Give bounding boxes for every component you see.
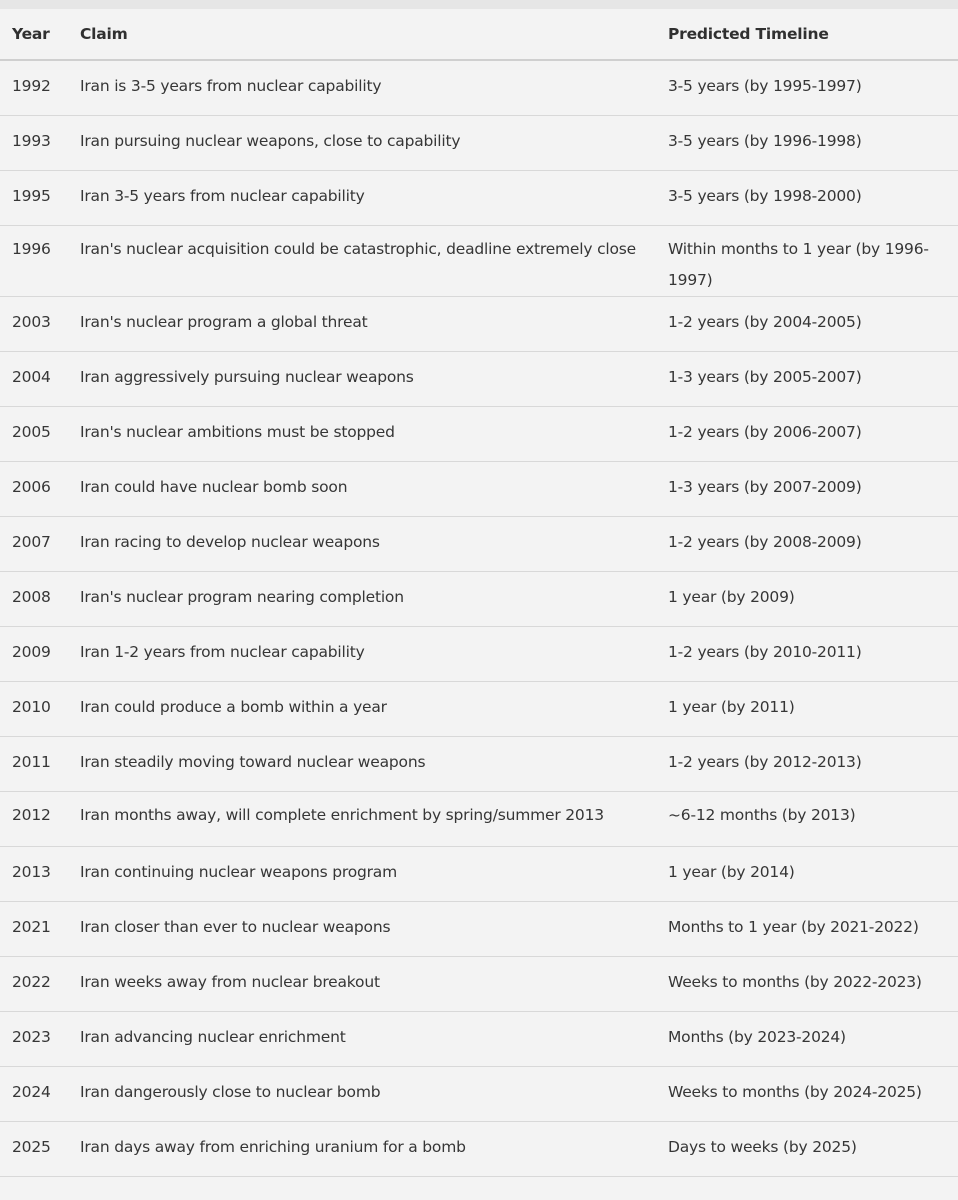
cell-year-text: 2006 <box>12 478 51 496</box>
cell-timeline <box>658 407 958 462</box>
cell-claim <box>68 1067 658 1122</box>
cell-claim <box>68 407 658 462</box>
cell-year-text: 1992 <box>12 77 51 95</box>
cell-claim-text: Iran days away from enriching uranium for a bomb <box>80 1138 466 1156</box>
table-row <box>0 297 958 352</box>
cell-claim-text: Iran is 3-5 years from nuclear capability <box>80 77 382 95</box>
cell-claim <box>68 226 658 297</box>
cell-timeline-text: 1-2 years (by 2010-2011) <box>668 643 862 661</box>
cell-timeline <box>658 352 958 407</box>
cell-timeline <box>658 572 958 627</box>
table-row <box>0 737 958 792</box>
cell-year-text: 2004 <box>12 368 51 386</box>
table-row <box>0 572 958 627</box>
top-strip <box>0 0 958 9</box>
cell-timeline <box>658 1012 958 1067</box>
table-body <box>0 60 958 1177</box>
cell-claim <box>68 572 658 627</box>
cell-claim <box>68 60 658 116</box>
cell-claim-text: Iran's nuclear program nearing completion <box>80 588 404 606</box>
cell-year-text: 2009 <box>12 643 51 661</box>
cell-claim-text: Iran steadily moving toward nuclear weapons <box>80 753 426 771</box>
cell-claim <box>68 682 658 737</box>
cell-year-text: 2012 <box>12 806 51 824</box>
cell-timeline <box>658 171 958 226</box>
cell-timeline <box>658 957 958 1012</box>
cell-year <box>0 792 68 847</box>
cell-claim <box>68 297 658 352</box>
table-row <box>0 171 958 226</box>
cell-timeline <box>658 902 958 957</box>
cell-claim-text: Iran aggressively pursuing nuclear weapons <box>80 368 414 386</box>
cell-claim-text: Iran racing to develop nuclear weapons <box>80 533 380 551</box>
cell-claim <box>68 171 658 226</box>
header-year: Year <box>0 9 68 60</box>
table-row <box>0 682 958 737</box>
cell-timeline <box>658 116 958 171</box>
cell-claim <box>68 462 658 517</box>
cell-timeline <box>658 792 958 847</box>
header-timeline: Predicted Timeline <box>658 9 958 60</box>
cell-year <box>0 171 68 226</box>
cell-timeline <box>658 627 958 682</box>
cell-claim <box>68 902 658 957</box>
table-row <box>0 1012 958 1067</box>
cell-year <box>0 60 68 116</box>
cell-claim-text: Iran's nuclear acquisition could be catastrophic, deadline extremely close <box>80 240 636 258</box>
cell-timeline <box>658 297 958 352</box>
cell-timeline-text: 1-2 years (by 2008-2009) <box>668 533 862 551</box>
cell-year <box>0 902 68 957</box>
table-row <box>0 407 958 462</box>
cell-year <box>0 297 68 352</box>
cell-claim-text: Iran closer than ever to nuclear weapons <box>80 918 391 936</box>
cell-year <box>0 352 68 407</box>
cell-claim <box>68 1122 658 1177</box>
table-row <box>0 627 958 682</box>
cell-claim-text: Iran could have nuclear bomb soon <box>80 478 348 496</box>
cell-claim-text: Iran advancing nuclear enrichment <box>80 1028 346 1046</box>
cell-timeline <box>658 682 958 737</box>
cell-timeline-text: 1 year (by 2009) <box>668 588 795 606</box>
cell-year-text: 2025 <box>12 1138 51 1156</box>
cell-year <box>0 407 68 462</box>
cell-year-text: 2023 <box>12 1028 51 1046</box>
header-claim: Claim <box>68 9 658 60</box>
cell-timeline-text: 1-3 years (by 2007-2009) <box>668 478 862 496</box>
cell-timeline-text: Weeks to months (by 2022-2023) <box>668 973 922 991</box>
cell-timeline-text: Within months to 1 year (by 1996-1997) <box>668 240 929 289</box>
cell-claim-text: Iran's nuclear ambitions must be stopped <box>80 423 395 441</box>
cell-claim <box>68 517 658 572</box>
cell-timeline <box>658 847 958 902</box>
cell-timeline-text: 1-2 years (by 2006-2007) <box>668 423 862 441</box>
cell-timeline <box>658 737 958 792</box>
cell-year <box>0 1067 68 1122</box>
cell-claim-text: Iran 3-5 years from nuclear capability <box>80 187 365 205</box>
cell-year-text: 1995 <box>12 187 51 205</box>
table-row <box>0 60 958 116</box>
cell-year <box>0 1012 68 1067</box>
cell-claim-text: Iran 1-2 years from nuclear capability <box>80 643 365 661</box>
cell-year <box>0 572 68 627</box>
claims-table <box>0 9 958 1177</box>
cell-claim-text: Iran dangerously close to nuclear bomb <box>80 1083 381 1101</box>
cell-claim-text: Iran months away, will complete enrichment by spring/summer 2013 <box>80 806 604 824</box>
cell-timeline <box>658 226 958 297</box>
cell-timeline-text: Months to 1 year (by 2021-2022) <box>668 918 919 936</box>
cell-year-text: 2010 <box>12 698 51 716</box>
cell-claim <box>68 737 658 792</box>
cell-timeline <box>658 462 958 517</box>
cell-year-text: 2005 <box>12 423 51 441</box>
cell-year <box>0 226 68 297</box>
cell-claim <box>68 352 658 407</box>
cell-timeline-text: 1 year (by 2011) <box>668 698 795 716</box>
cell-claim <box>68 847 658 902</box>
cell-claim-text: Iran pursuing nuclear weapons, close to capability <box>80 132 461 150</box>
cell-year-text: 2003 <box>12 313 51 331</box>
cell-claim <box>68 792 658 847</box>
table-row <box>0 517 958 572</box>
cell-timeline <box>658 60 958 116</box>
cell-timeline-text: 1 year (by 2014) <box>668 863 795 881</box>
cell-year-text: 2011 <box>12 753 51 771</box>
table-row <box>0 1122 958 1177</box>
cell-timeline <box>658 1067 958 1122</box>
cell-timeline-text: 1-3 years (by 2005-2007) <box>668 368 862 386</box>
cell-claim-text: Iran's nuclear program a global threat <box>80 313 368 331</box>
cell-year <box>0 957 68 1012</box>
table-row <box>0 352 958 407</box>
cell-claim <box>68 957 658 1012</box>
cell-timeline <box>658 517 958 572</box>
table-row <box>0 792 958 847</box>
cell-claim-text: Iran continuing nuclear weapons program <box>80 863 397 881</box>
cell-timeline-text: 3-5 years (by 1998-2000) <box>668 187 862 205</box>
cell-claim <box>68 627 658 682</box>
table-header <box>0 9 958 60</box>
cell-year-text: 2008 <box>12 588 51 606</box>
cell-year-text: 2021 <box>12 918 51 936</box>
cell-year <box>0 116 68 171</box>
cell-timeline-text: Months (by 2023-2024) <box>668 1028 846 1046</box>
cell-year <box>0 1122 68 1177</box>
cell-year-text: 2022 <box>12 973 51 991</box>
table-row <box>0 116 958 171</box>
cell-year <box>0 517 68 572</box>
cell-year <box>0 737 68 792</box>
table-row <box>0 902 958 957</box>
cell-claim-text: Iran could produce a bomb within a year <box>80 698 387 716</box>
header-row <box>0 9 958 60</box>
cell-year-text: 2024 <box>12 1083 51 1101</box>
cell-timeline-text: 3-5 years (by 1995-1997) <box>668 77 862 95</box>
cell-claim-text: Iran weeks away from nuclear breakout <box>80 973 380 991</box>
table-row <box>0 226 958 297</box>
cell-claim <box>68 116 658 171</box>
cell-claim <box>68 1012 658 1067</box>
cell-timeline-text: ~6-12 months (by 2013) <box>668 806 856 824</box>
table-row <box>0 847 958 902</box>
cell-year <box>0 627 68 682</box>
cell-year-text: 2013 <box>12 863 51 881</box>
table-row <box>0 462 958 517</box>
cell-timeline-text: Days to weeks (by 2025) <box>668 1138 857 1156</box>
cell-year-text: 1993 <box>12 132 51 150</box>
table-row <box>0 1067 958 1122</box>
cell-timeline <box>658 1122 958 1177</box>
cell-timeline-text: 3-5 years (by 1996-1998) <box>668 132 862 150</box>
cell-year <box>0 462 68 517</box>
cell-year <box>0 682 68 737</box>
cell-year-text: 2007 <box>12 533 51 551</box>
cell-year <box>0 847 68 902</box>
cell-timeline-text: 1-2 years (by 2012-2013) <box>668 753 862 771</box>
cell-year-text: 1996 <box>12 240 51 258</box>
table-row <box>0 957 958 1012</box>
cell-timeline-text: Weeks to months (by 2024-2025) <box>668 1083 922 1101</box>
cell-timeline-text: 1-2 years (by 2004-2005) <box>668 313 862 331</box>
